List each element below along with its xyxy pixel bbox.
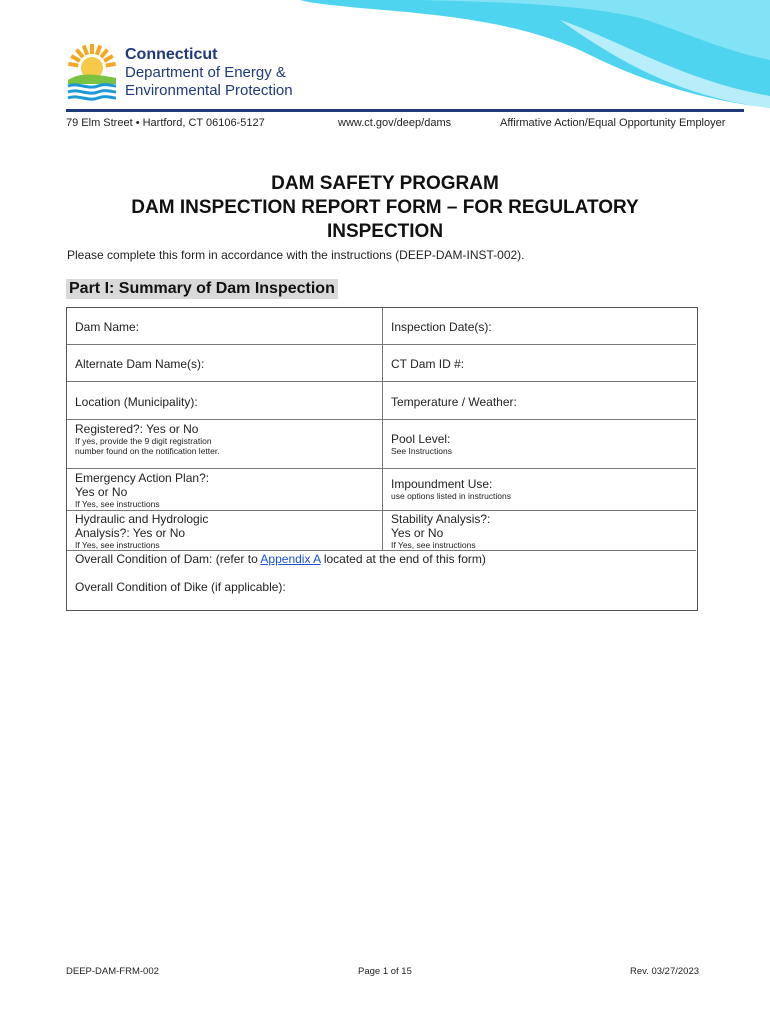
registered-field[interactable] — [67, 420, 383, 469]
eap-label-line-2: Yes or No — [75, 485, 128, 499]
org-line-2: Department of Energy & — [125, 64, 286, 81]
stability-note: If Yes, see instructions — [391, 540, 476, 550]
org-line-1: Connecticut — [125, 46, 218, 63]
impoundment-use-field[interactable] — [383, 469, 696, 511]
overall-dike-label: Overall Condition of Dike (if applicable): — [75, 580, 286, 594]
emergency-action-plan-field[interactable] — [67, 469, 383, 511]
temperature-weather-field[interactable] — [383, 382, 696, 420]
ct-deep-logo — [66, 44, 118, 102]
ct-dam-id-label: CT Dam ID #: — [391, 357, 465, 371]
alternate-names-field[interactable] — [67, 345, 383, 382]
hydraulic-hydrologic-field[interactable] — [67, 511, 383, 551]
overall-dam-prefix: Overall Condition of Dam: (refer to — [75, 552, 261, 566]
org-line-3: Environmental Protection — [125, 82, 293, 99]
alternate-names-label: Alternate Dam Name(s): — [75, 357, 205, 371]
dam-name-field[interactable] — [67, 308, 383, 345]
stability-label-line-2: Yes or No — [391, 526, 444, 540]
location-field[interactable] — [67, 382, 383, 420]
ct-dam-id-field[interactable] — [383, 345, 696, 382]
website-text: www.ct.gov/deep/dams — [338, 117, 452, 129]
hh-label-line-1: Hydraulic and Hydrologic — [75, 512, 209, 526]
hh-note: If Yes, see instructions — [75, 540, 160, 550]
inspection-dates-label: Inspection Date(s): — [391, 320, 492, 334]
address-text: 79 Elm Street • Hartford, CT 06106-5127 — [66, 117, 265, 129]
pool-level-label: Pool Level: — [391, 432, 451, 446]
overall-dam-label — [75, 552, 696, 566]
title-line-1: DAM SAFETY PROGRAM — [271, 173, 499, 194]
appendix-a-link[interactable]: Appendix A — [260, 552, 321, 566]
overall-dam-suffix: located at the end of this form) — [320, 552, 486, 566]
summary-form-table — [66, 307, 698, 611]
pool-level-field[interactable] — [383, 420, 696, 469]
footer-revision: Rev. 03/27/2023 — [630, 966, 700, 977]
eap-label-line-1: Emergency Action Plan?: — [75, 471, 210, 485]
employer-text: Affirmative Action/Equal Opportunity Employer — [500, 117, 726, 129]
stability-analysis-field[interactable] — [383, 511, 696, 551]
inspection-dates-field[interactable] — [383, 308, 696, 345]
overall-condition-field[interactable] — [67, 551, 696, 609]
footer-page-number: Page 1 of 15 — [358, 966, 412, 977]
stability-label-line-1: Stability Analysis?: — [391, 512, 491, 526]
title-line-3: INSPECTION — [326, 221, 444, 242]
eap-note: If Yes, see instructions — [75, 499, 160, 509]
registered-note: If yes, provide the 9 digit registration number found on the notification letter. — [75, 436, 220, 456]
temperature-weather-label: Temperature / Weather: — [391, 395, 517, 409]
title-line-2: DAM INSPECTION REPORT FORM – FOR REGULATORY — [131, 197, 639, 218]
dam-name-label: Dam Name: — [75, 320, 140, 334]
intro-text: Please complete this form in accordance with the instructions (DEEP-DAM-INST-002). — [67, 248, 525, 262]
location-label: Location (Municipality): — [75, 395, 198, 409]
document-title — [66, 172, 704, 244]
organization-name — [125, 46, 293, 100]
impoundment-use-note: use options listed in instructions — [391, 491, 512, 501]
header-rule — [66, 109, 744, 112]
pool-level-note: See Instructions — [391, 446, 452, 456]
hh-label-line-2: Analysis?: Yes or No — [75, 526, 186, 540]
footer-form-id: DEEP-DAM-FRM-002 — [66, 966, 159, 977]
impoundment-use-label: Impoundment Use: — [391, 477, 493, 491]
registered-label: Registered?: Yes or No — [75, 422, 199, 436]
part-heading: Part I: Summary of Dam Inspection — [66, 279, 338, 299]
